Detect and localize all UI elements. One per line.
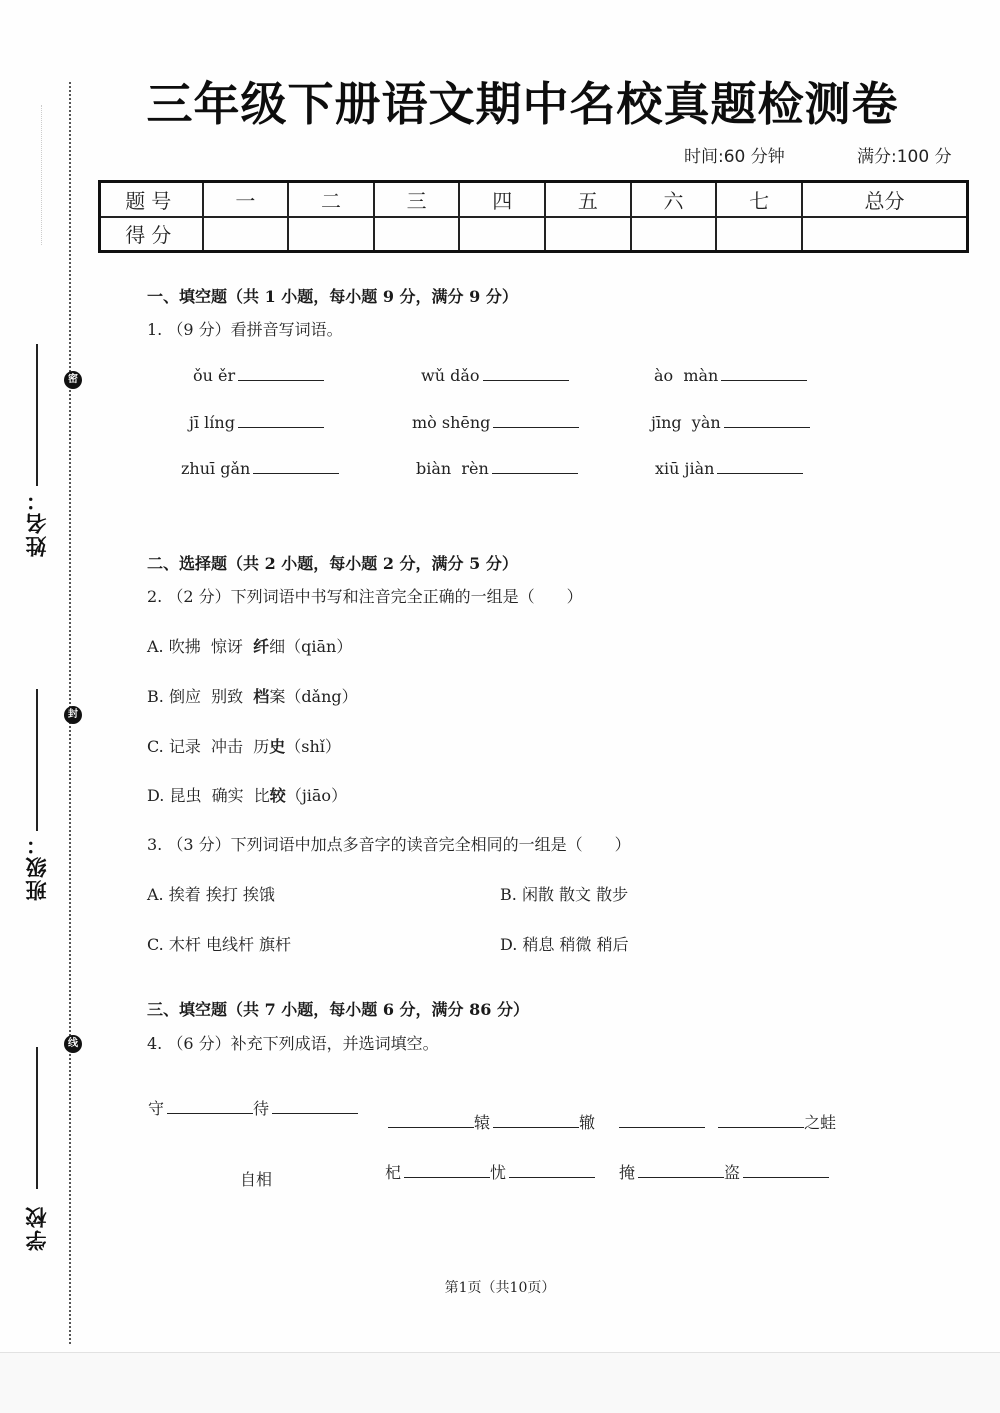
idiom-char: 盗 bbox=[724, 1163, 741, 1182]
section-1-heading: 一、填空题（共 1 小题，每小题 9 分，满分 9 分） bbox=[147, 287, 518, 306]
q3-option-d[interactable] bbox=[500, 932, 629, 955]
q2-option-d[interactable] bbox=[147, 783, 347, 806]
answer-blank[interactable] bbox=[238, 427, 324, 428]
option-text: 挨着 挨打 挨饿 bbox=[168, 885, 275, 904]
seal-xian-icon: 线 bbox=[64, 1035, 82, 1053]
idiom-blank[interactable] bbox=[388, 1127, 474, 1128]
answer-blank[interactable] bbox=[721, 380, 807, 381]
option-dotted-char: 纤 bbox=[253, 637, 270, 656]
q3-option-a[interactable] bbox=[147, 882, 275, 905]
score-table-header-row bbox=[100, 182, 968, 217]
pinyin-item bbox=[181, 459, 339, 478]
class-field-label: 班级： bbox=[25, 832, 49, 901]
option-text: 昆虫 确实 比 bbox=[169, 786, 270, 805]
option-dotted-char: 史 bbox=[269, 737, 286, 756]
pinyin-text: ào màn bbox=[654, 366, 719, 385]
pinyin-text: wǔ dǎo bbox=[421, 366, 480, 385]
answer-blank[interactable] bbox=[253, 473, 339, 474]
option-text: （shǐ） bbox=[285, 737, 341, 756]
answer-blank[interactable] bbox=[717, 473, 803, 474]
option-letter: B. bbox=[500, 885, 517, 904]
class-field-line[interactable] bbox=[36, 689, 38, 831]
score-col-7: 七 bbox=[716, 182, 802, 217]
idiom-qi-ren-you-tian bbox=[385, 1160, 595, 1183]
score-col-3: 三 bbox=[374, 182, 460, 217]
answer-blank[interactable] bbox=[483, 380, 569, 381]
exam-full-score: 满分:100 分 bbox=[857, 147, 952, 167]
question-4-prompt: 4. （6 分）补充下列成语，并选词填空。 bbox=[147, 1034, 439, 1053]
idiom-blank[interactable] bbox=[167, 1113, 253, 1114]
pinyin-text: mò shēng bbox=[412, 413, 491, 432]
pinyin-item bbox=[651, 413, 810, 432]
answer-blank[interactable] bbox=[238, 380, 324, 381]
score-table-row-head: 题号 bbox=[100, 182, 203, 217]
pinyin-item bbox=[189, 413, 324, 432]
answer-blank[interactable] bbox=[724, 427, 810, 428]
score-col-5: 五 bbox=[545, 182, 631, 217]
name-field-label: 姓名： bbox=[25, 488, 49, 557]
option-letter: C. bbox=[147, 737, 164, 756]
pinyin-item bbox=[421, 366, 569, 385]
q2-option-a[interactable] bbox=[147, 634, 352, 657]
idiom-yan-er-dao-ling bbox=[619, 1160, 829, 1183]
idiom-char: 忧 bbox=[490, 1163, 507, 1182]
idiom-blank[interactable] bbox=[272, 1113, 358, 1114]
page-title: 三年级下册语文期中名校真题检测卷 bbox=[146, 77, 899, 131]
answer-blank[interactable] bbox=[492, 473, 578, 474]
option-text: 案（dǎng） bbox=[269, 687, 358, 706]
pinyin-text: biàn rèn bbox=[416, 459, 489, 478]
option-text: 闲散 散文 散步 bbox=[521, 885, 629, 904]
idiom-char: 辙 bbox=[579, 1113, 596, 1132]
score-cell[interactable] bbox=[459, 217, 545, 252]
name-field-line[interactable] bbox=[36, 344, 38, 486]
idiom-blank[interactable] bbox=[743, 1177, 829, 1178]
pinyin-item bbox=[193, 366, 324, 385]
score-cell[interactable] bbox=[716, 217, 802, 252]
idiom-blank[interactable] bbox=[619, 1127, 705, 1128]
score-col-4: 四 bbox=[459, 182, 545, 217]
page-number: 第1页（共10页） bbox=[444, 1280, 556, 1296]
pinyin-item bbox=[416, 459, 578, 478]
score-cell[interactable] bbox=[374, 217, 460, 252]
idiom-char: 之蛙 bbox=[804, 1113, 837, 1132]
option-text: （jiāo） bbox=[285, 786, 348, 805]
question-2-prompt: 2. （2 分）下列词语中书写和注音完全正确的一组是（ ） bbox=[147, 587, 583, 606]
idiom-char: 辕 bbox=[474, 1113, 491, 1132]
score-col-2: 二 bbox=[288, 182, 374, 217]
score-table-score-head: 得分 bbox=[100, 217, 203, 252]
seal-mi-icon: 密 bbox=[64, 371, 82, 389]
q3-option-c[interactable] bbox=[147, 932, 291, 955]
section-2-heading: 二、选择题（共 2 小题，每小题 2 分，满分 5 分） bbox=[147, 554, 518, 573]
option-letter: D. bbox=[500, 935, 518, 954]
pinyin-item bbox=[655, 459, 803, 478]
idiom-char: 待 bbox=[253, 1099, 270, 1118]
pinyin-text: xiū jiàn bbox=[655, 459, 715, 478]
q2-option-c[interactable] bbox=[147, 734, 341, 757]
option-text: 细（qiān） bbox=[269, 637, 353, 656]
option-text: 木杆 电线杆 旗杆 bbox=[168, 935, 292, 954]
idiom-blank[interactable] bbox=[718, 1127, 804, 1128]
score-table bbox=[98, 180, 969, 253]
idiom-char: 自相 bbox=[240, 1170, 273, 1189]
option-letter: A. bbox=[147, 637, 164, 656]
pinyin-item bbox=[412, 413, 579, 432]
question-3-prompt: 3. （3 分）下列词语中加点多音字的读音完全相同的一组是（ ） bbox=[147, 835, 631, 854]
pinyin-text: ǒu ěr bbox=[193, 366, 236, 385]
idiom-zi-xiang-mao-dun bbox=[240, 1167, 272, 1190]
pinyin-text: zhuī gǎn bbox=[181, 459, 251, 478]
school-field-line[interactable] bbox=[36, 1047, 38, 1189]
option-letter: D. bbox=[147, 786, 165, 805]
score-cell[interactable] bbox=[545, 217, 631, 252]
exam-time: 时间:60 分钟 bbox=[684, 147, 785, 167]
seal-feng-icon: 封 bbox=[64, 706, 82, 724]
option-text: 稍息 稍微 稍后 bbox=[522, 935, 629, 954]
idiom-char: 守 bbox=[148, 1099, 165, 1118]
score-col-6: 六 bbox=[631, 182, 717, 217]
score-col-total: 总分 bbox=[802, 182, 968, 217]
pinyin-text: jīng yàn bbox=[651, 413, 721, 432]
option-dotted-char: 档 bbox=[253, 687, 270, 706]
idiom-jing-di-zhi-wa bbox=[616, 1110, 836, 1133]
score-table-score-row bbox=[100, 217, 968, 252]
school-field-label: 学校 bbox=[25, 1205, 49, 1251]
pinyin-text: jī líng bbox=[189, 413, 235, 432]
question-1-prompt: 1. （9 分）看拼音写词语。 bbox=[147, 320, 343, 339]
idiom-char: 杞 bbox=[385, 1163, 402, 1182]
idiom-char: 掩 bbox=[619, 1163, 636, 1182]
idiom-nan-yuan-bei-zhe bbox=[385, 1110, 595, 1133]
score-cell-total[interactable] bbox=[802, 217, 968, 252]
option-letter: B. bbox=[147, 687, 164, 706]
option-text: 倒应 别致 bbox=[168, 687, 254, 706]
q3-option-b[interactable] bbox=[500, 882, 628, 905]
answer-blank[interactable] bbox=[493, 427, 579, 428]
score-col-1: 一 bbox=[203, 182, 289, 217]
idiom-blank[interactable] bbox=[493, 1127, 579, 1128]
idiom-blank[interactable] bbox=[638, 1177, 724, 1178]
option-text: 记录 冲击 历 bbox=[168, 737, 270, 756]
idiom-shou-zhu-dai-tu bbox=[148, 1096, 358, 1119]
section-3-heading: 三、填空题（共 7 小题，每小题 6 分，满分 86 分） bbox=[147, 1000, 529, 1019]
idiom-blank[interactable] bbox=[509, 1177, 595, 1178]
pinyin-item bbox=[654, 366, 807, 385]
score-cell[interactable] bbox=[288, 217, 374, 252]
option-dotted-char: 较 bbox=[269, 786, 286, 805]
option-text: 吹拂 惊讶 bbox=[168, 637, 254, 656]
q2-option-b[interactable] bbox=[147, 684, 358, 707]
option-letter: A. bbox=[147, 885, 164, 904]
idiom-blank[interactable] bbox=[404, 1177, 490, 1178]
score-cell[interactable] bbox=[203, 217, 289, 252]
score-cell[interactable] bbox=[631, 217, 717, 252]
option-letter: C. bbox=[147, 935, 164, 954]
